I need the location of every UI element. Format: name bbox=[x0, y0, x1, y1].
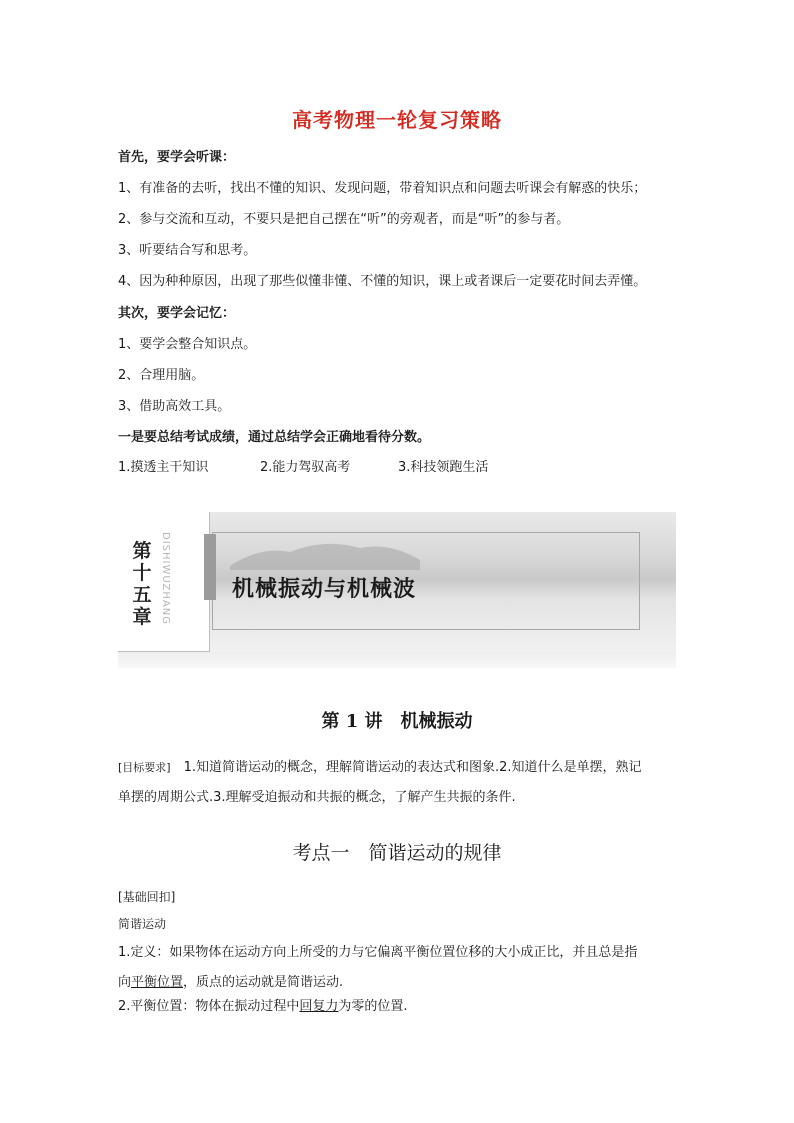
objective-text: 1.知道简谐运动的概念，理解简谐运动的表达式和图象.2.知道什么是单摆，熟记 bbox=[170, 760, 642, 775]
list-item: 2、参与交流和互动，不要只是把自己摆在“听”的旁观者，而是“听”的参与者。 bbox=[118, 212, 570, 227]
objective-text: 单摆的周期公式.3.理解受迫振动和共振的概念，了解产生共振的条件. bbox=[118, 790, 516, 805]
definition-text: ，质点的运动就是简谐运动. bbox=[183, 975, 344, 990]
list-item: 1、有准备的去听，找出不懂的知识、发现问题，带着知识点和问题去听课会有解惑的快乐； bbox=[118, 181, 647, 196]
section-heading-memory: 其次，要学会记忆： bbox=[118, 306, 236, 321]
summary-line: 一是要总结考试成绩，通过总结学会正确地看待分数。 bbox=[118, 430, 431, 445]
section-heading-listen: 首先，要学会听课： bbox=[118, 150, 236, 165]
list-item: 3、听要结合写和思考。 bbox=[118, 243, 257, 258]
equilibrium-text: 2.平衡位置：物体在振动过程中 bbox=[118, 999, 300, 1014]
underlined-term: 平衡位置 bbox=[131, 975, 184, 990]
objective-label: [目标要求] bbox=[118, 761, 171, 774]
equilibrium-text: 为零的位置. bbox=[338, 999, 408, 1014]
tag-row bbox=[118, 456, 488, 475]
tag: 1.摸透主干知识 bbox=[118, 460, 209, 475]
chapter-pinyin: DISHIWUZHANG bbox=[160, 532, 171, 625]
definition bbox=[118, 938, 678, 998]
chapter-char: 章 bbox=[132, 606, 152, 628]
list-item: 4、因为种种原因，出现了那些似懂非懂、不懂的知识，课上或者课后一定要花时间去弄懂。 bbox=[118, 274, 647, 289]
list-item: 3、借助高效工具。 bbox=[118, 399, 231, 414]
equilibrium-line bbox=[118, 992, 678, 1022]
tag: 2.能力驾驭高考 bbox=[260, 460, 351, 475]
definition-line: 1.定义：如果物体在运动方向上所受的力与它偏离平衡位置位移的大小成正比，并且总是指 bbox=[118, 945, 638, 960]
basic-label: [基础回扣] bbox=[118, 890, 176, 904]
chapter-char: 十 bbox=[132, 562, 152, 584]
underlined-term: 回复力 bbox=[299, 999, 339, 1014]
list-item: 2、合理用脑。 bbox=[118, 368, 205, 383]
chapter-accent-bar bbox=[204, 534, 216, 600]
document-title: 高考物理一轮复习策略 bbox=[292, 108, 502, 132]
chapter-title: 机械振动与机械波 bbox=[232, 577, 417, 602]
objectives bbox=[118, 753, 678, 813]
section-title: 考点一 简谐运动的规律 bbox=[292, 842, 502, 864]
chapter-char: 第 bbox=[132, 540, 152, 562]
definition-text: 向 bbox=[118, 975, 132, 990]
tag: 3.科技领跑生活 bbox=[398, 460, 489, 475]
list-item: 1、要学会整合知识点。 bbox=[118, 337, 257, 352]
topic-heading: 简谐运动 bbox=[118, 917, 167, 931]
chapter-char: 五 bbox=[132, 584, 152, 606]
banner-shadow bbox=[118, 652, 676, 668]
lecture-title: 第 1 讲 机械振动 bbox=[321, 711, 473, 732]
